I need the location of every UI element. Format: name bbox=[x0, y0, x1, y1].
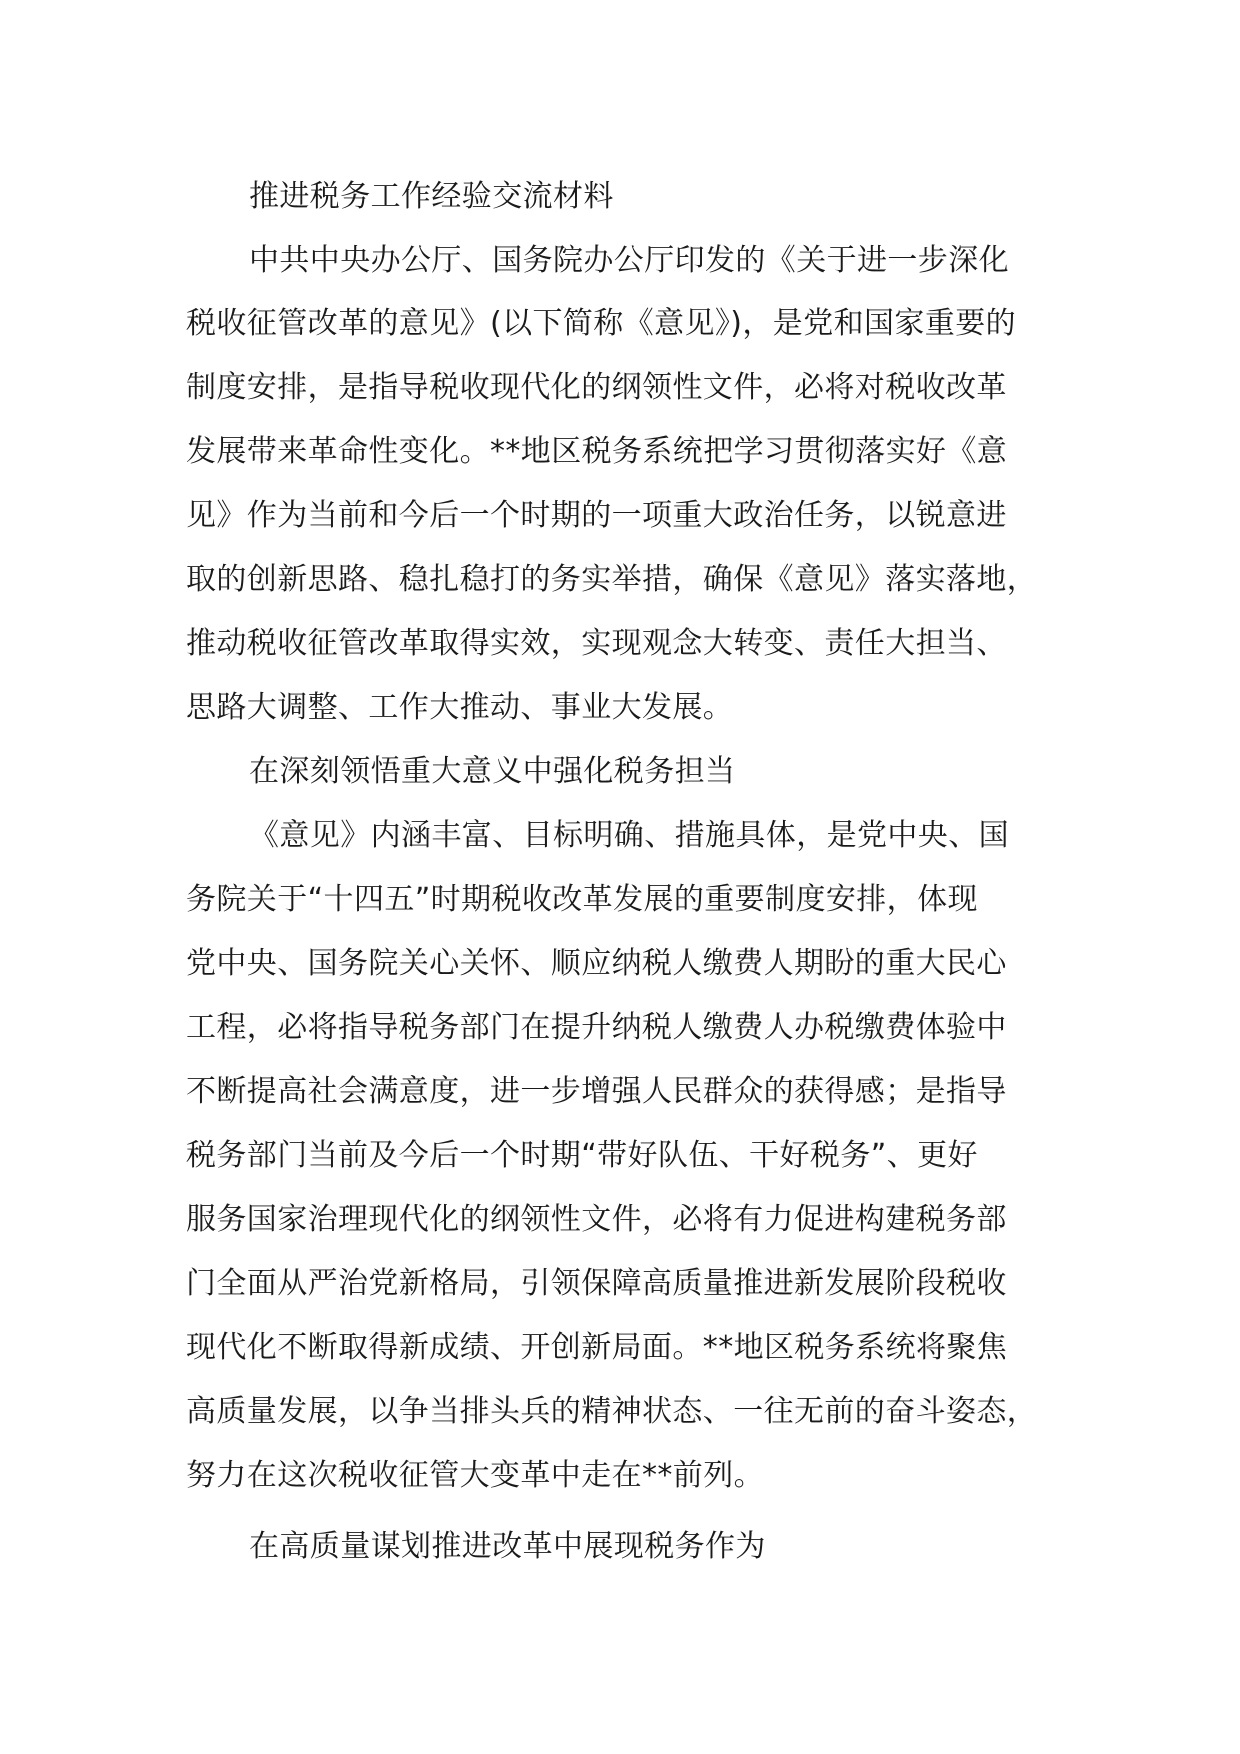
section-heading-2: 在高质量谋划推进改革中展现税务作为 bbox=[249, 1529, 766, 1564]
paragraph-2-line: 现代化不断取得新成绩、开创新局面。**地区税务系统将聚焦 bbox=[186, 1330, 1008, 1365]
paragraph-1-line: 税收征管改革的意见》(以下简称《意见》)，是党和国家重要的 bbox=[186, 306, 1017, 341]
paragraph-2-line: 党中央、国务院关心关怀、顺应纳税人缴费人期盼的重大民心 bbox=[186, 946, 1007, 981]
paragraph-1-line: 取的创新思路、稳扎稳打的务实举措，确保《意见》落实落地， bbox=[186, 562, 1038, 597]
paragraph-2-line: 门全面从严治党新格局，引领保障高质量推进新发展阶段税收 bbox=[186, 1266, 1007, 1301]
paragraph-1-line: 推动税收征管改革取得实效，实现观念大转变、责任大担当、 bbox=[186, 626, 1007, 661]
paragraph-2-line: 服务国家治理现代化的纲领性文件，必将有力促进构建税务部 bbox=[186, 1202, 1007, 1237]
paragraph-1-line: 制度安排，是指导税收现代化的纲领性文件，必将对税收改革 bbox=[186, 370, 1007, 405]
document-title: 推进税务工作经验交流材料 bbox=[249, 179, 614, 214]
paragraph-2-line: 《意见》内涵丰富、目标明确、措施具体，是党中央、国 bbox=[249, 818, 1009, 853]
paragraph-2-line: 工程，必将指导税务部门在提升纳税人缴费人办税缴费体验中 bbox=[186, 1010, 1007, 1045]
paragraph-1-line: 见》作为当前和今后一个时期的一项重大政治任务，以锐意进 bbox=[186, 498, 1007, 533]
section-heading-1: 在深刻领悟重大意义中强化税务担当 bbox=[249, 754, 736, 789]
paragraph-1-line: 发展带来革命性变化。**地区税务系统把学习贯彻落实好《意 bbox=[186, 434, 1008, 469]
paragraph-2-line: 税务部门当前及今后一个时期“带好队伍、干好税务”、更好 bbox=[186, 1138, 978, 1173]
paragraph-2-line: 务院关于“十四五”时期税收改革发展的重要制度安排，体现 bbox=[186, 882, 978, 917]
paragraph-2-line: 不断提高社会满意度，进一步增强人民群众的获得感；是指导 bbox=[186, 1074, 1007, 1109]
paragraph-2-line: 努力在这次税收征管大变革中走在**前列。 bbox=[186, 1458, 764, 1493]
paragraph-2-line: 高质量发展，以争当排头兵的精神状态、一往无前的奋斗姿态， bbox=[186, 1394, 1038, 1429]
paragraph-1-line: 思路大调整、工作大推动、事业大发展。 bbox=[186, 690, 734, 725]
paragraph-1-line: 中共中央办公厅、国务院办公厅印发的《关于进一步深化 bbox=[249, 243, 1009, 278]
